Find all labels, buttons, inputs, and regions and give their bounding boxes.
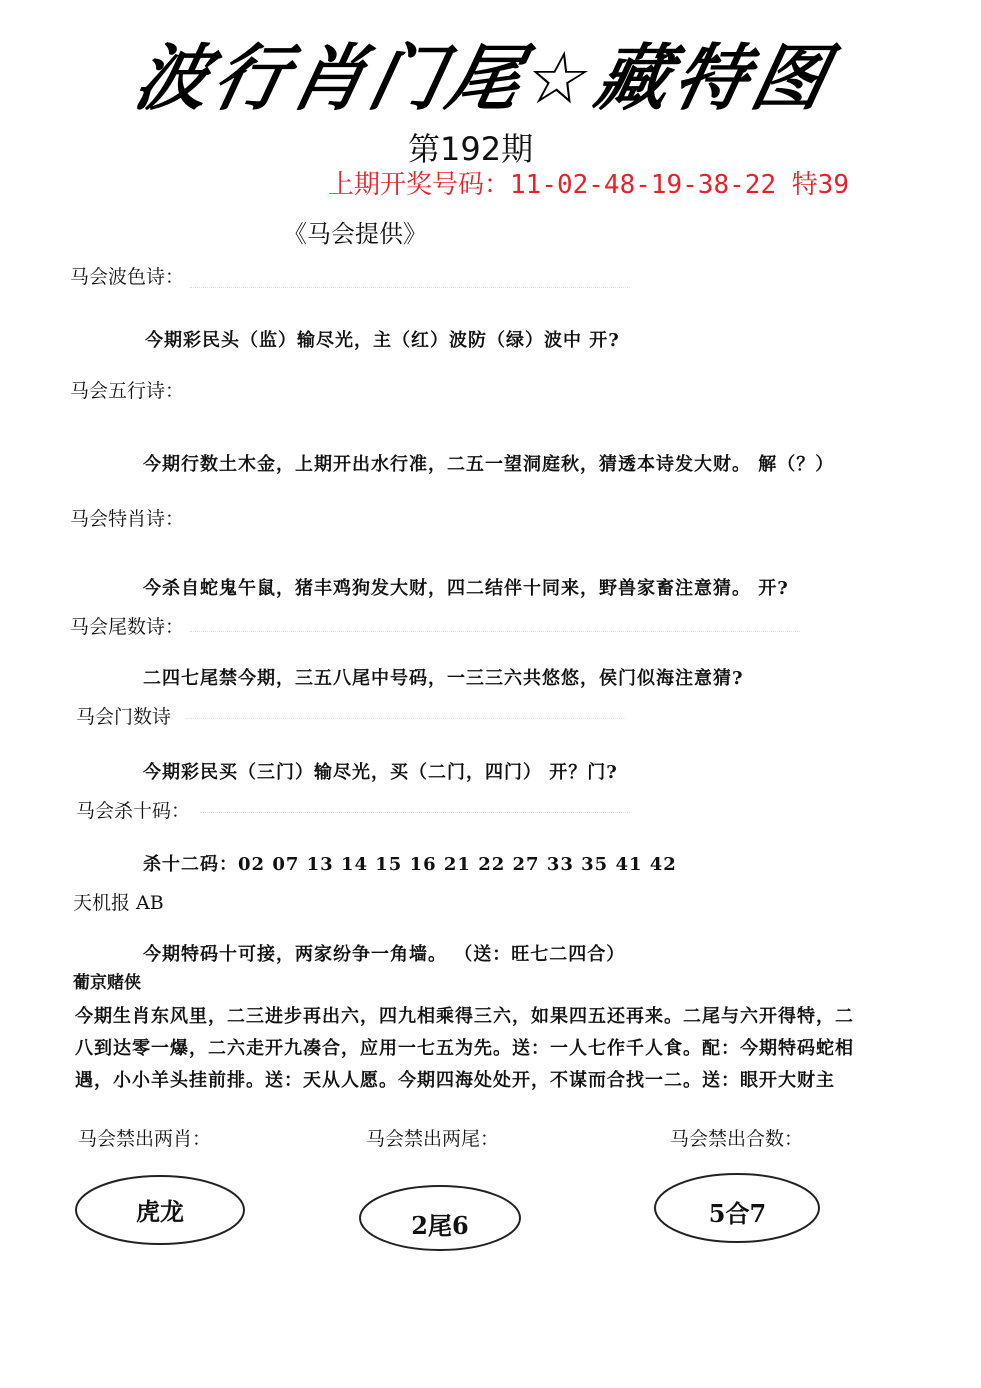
zodiac-poem-heading: 马会特肖诗： bbox=[70, 508, 185, 530]
page-title: 波行肖门尾☆藏特图 bbox=[127, 36, 841, 120]
zodiac-ban-heading: 马会禁出两肖： bbox=[78, 1128, 212, 1150]
divider bbox=[200, 812, 630, 814]
tianji-text: 今期特码十可接，两家纷争一角墙。 （送：旺七二四合） bbox=[143, 944, 626, 965]
door-poem-heading: 马会门数诗 bbox=[76, 706, 172, 728]
sum-ban-heading: 马会禁出合数： bbox=[670, 1128, 804, 1150]
issue-number: 第192期 bbox=[408, 130, 534, 168]
divider bbox=[190, 631, 800, 633]
zodiac-poem-text: 今杀自蛇鬼午鼠，猪丰鸡狗发大财，四二结伴十同来，野兽家畜注意猜。 开? bbox=[143, 578, 789, 599]
macau-line: 遇，小小羊头挂前排。送：天从人愿。今期四海处处开，不谋而合找一二。送：眼开大财主 bbox=[75, 1070, 835, 1091]
zodiac-ban-value: 虎龙 bbox=[136, 1197, 184, 1226]
last-draw-numbers: 上期开奖号码：11-02-48-19-38-22 特39 bbox=[328, 170, 850, 200]
element-poem-heading: 马会五行诗： bbox=[70, 380, 185, 402]
element-poem-text: 今期行数土木金，上期开出水行准，二五一望洞庭秋，猜透本诗发大财。 解（？） bbox=[143, 454, 835, 475]
tianji-heading: 天机报 AB bbox=[73, 892, 164, 914]
kill-codes-heading: 马会杀十码： bbox=[76, 800, 191, 822]
macau-line: 今期生肖东风里，二三进步再出六，四九相乘得三六，如果四五还再来。二尾与六开得特，二 bbox=[75, 1006, 854, 1027]
wave-poem-text: 今期彩民头（监）输尽光，主（红）波防（绿）波中 开? bbox=[145, 330, 620, 351]
tail-poem-heading: 马会尾数诗： bbox=[70, 616, 185, 638]
door-poem-text: 今期彩民买（三门）输尽光，买（二门，四门） 开？门? bbox=[143, 762, 618, 783]
divider bbox=[190, 287, 630, 289]
tail-ban-value: 2尾6 bbox=[411, 1211, 469, 1240]
macau-heading: 葡京赌侠 bbox=[73, 973, 141, 993]
sum-ban-value: 5合7 bbox=[708, 1199, 767, 1228]
provider-label: 《马会提供》 bbox=[283, 220, 427, 248]
tail-poem-text: 二四七尾禁今期，三五八尾中号码，一三三六共悠悠，侯门似海注意猜? bbox=[143, 668, 744, 689]
tail-ban-heading: 马会禁出两尾： bbox=[366, 1128, 500, 1150]
wave-poem-heading: 马会波色诗： bbox=[70, 266, 185, 288]
divider bbox=[186, 718, 626, 720]
macau-line: 八到达零一爆，二六走开九凑合，应用一七五为先。送：一人七作千人食。配：今期特码蛇相 bbox=[75, 1038, 854, 1059]
kill-codes-text: 杀十二码：02 07 13 14 15 16 21 22 27 33 35 41 42 bbox=[143, 854, 677, 875]
